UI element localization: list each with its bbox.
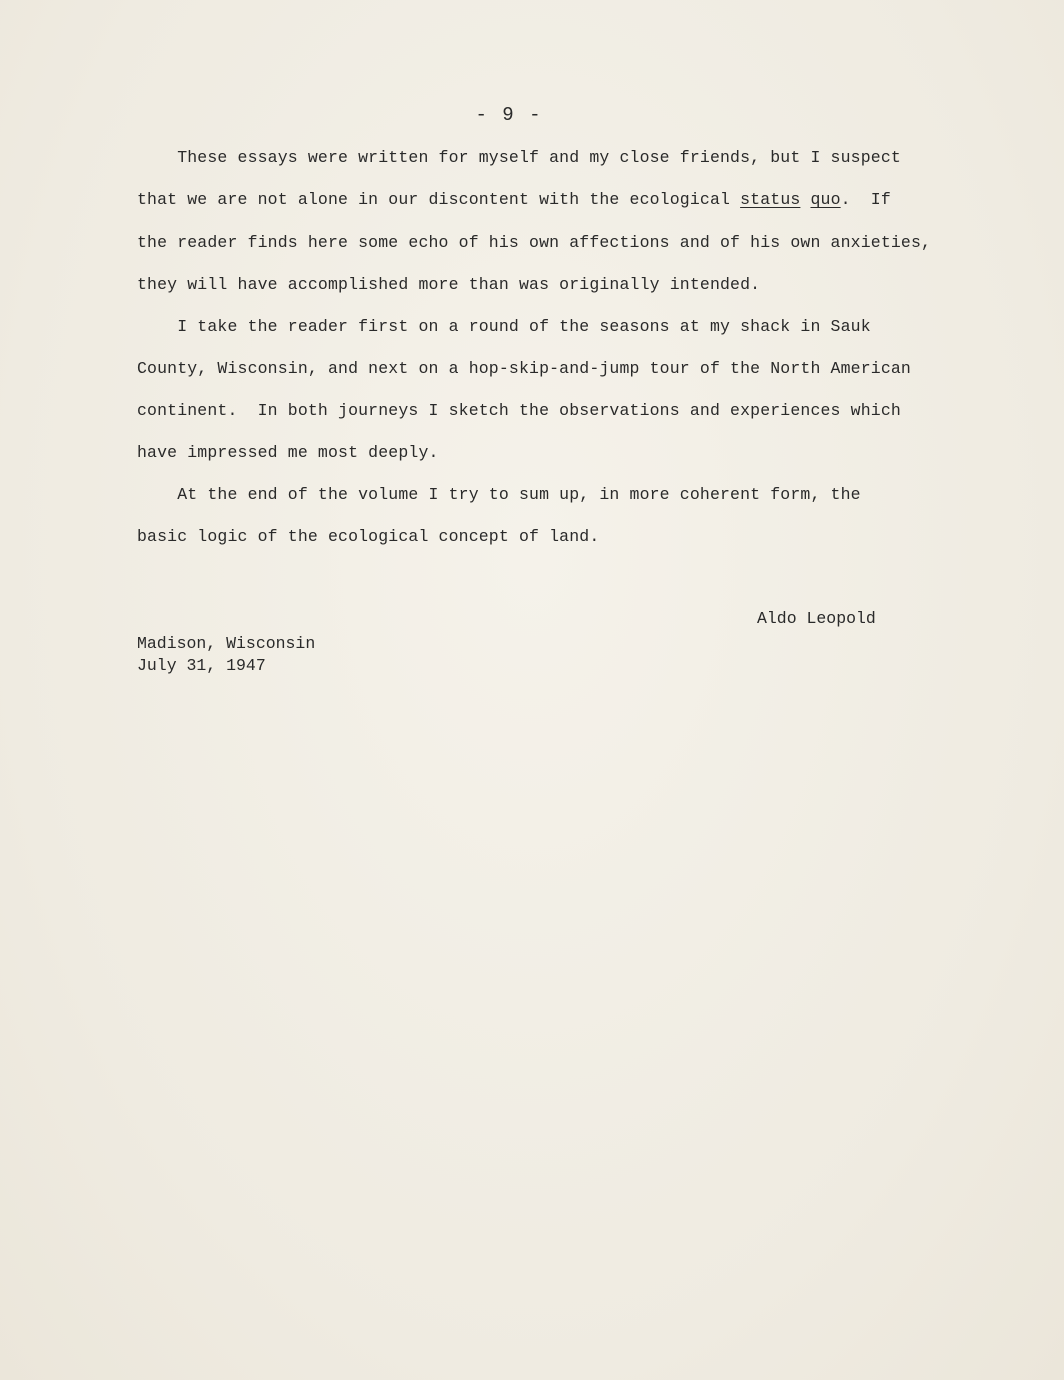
line-text: . If — [840, 190, 891, 209]
page-number: - 9 - — [475, 104, 543, 126]
paragraph-1-line-3: the reader finds here some echo of his own affections and of his own anxieties, — [137, 233, 932, 252]
paragraph-1-line-1: These essays were written for myself and my close friends, but I suspect — [137, 148, 901, 167]
paragraph-3-line-1: At the end of the volume I try to sum up, in more coherent form, the — [137, 485, 861, 504]
paragraph-2-line-2: County, Wisconsin, and next on a hop-skip-and-jump tour of the North American — [137, 359, 911, 378]
paragraph-2-line-1: I take the reader first on a round of the seasons at my shack in Sauk — [137, 317, 871, 336]
underlined-word-status: status — [740, 190, 801, 209]
paragraph-1-line-4: they will have accomplished more than was originally intended. — [137, 275, 761, 294]
underlined-word-quo: quo — [810, 190, 841, 209]
paragraph-3-line-2: basic logic of the ecological concept of land. — [137, 527, 600, 546]
paragraph-2-line-4: have impressed me most deeply. — [137, 443, 439, 462]
paragraph-2-line-3: continent. In both journeys I sketch the observations and experiences which — [137, 401, 901, 420]
signature: Aldo Leopold — [757, 609, 876, 628]
line-text — [800, 190, 810, 209]
place: Madison, Wisconsin — [137, 634, 316, 653]
line-text: that we are not alone in our discontent with the ecological — [137, 190, 741, 209]
paragraph-1-line-2 — [137, 190, 891, 209]
date: July 31, 1947 — [137, 656, 266, 675]
